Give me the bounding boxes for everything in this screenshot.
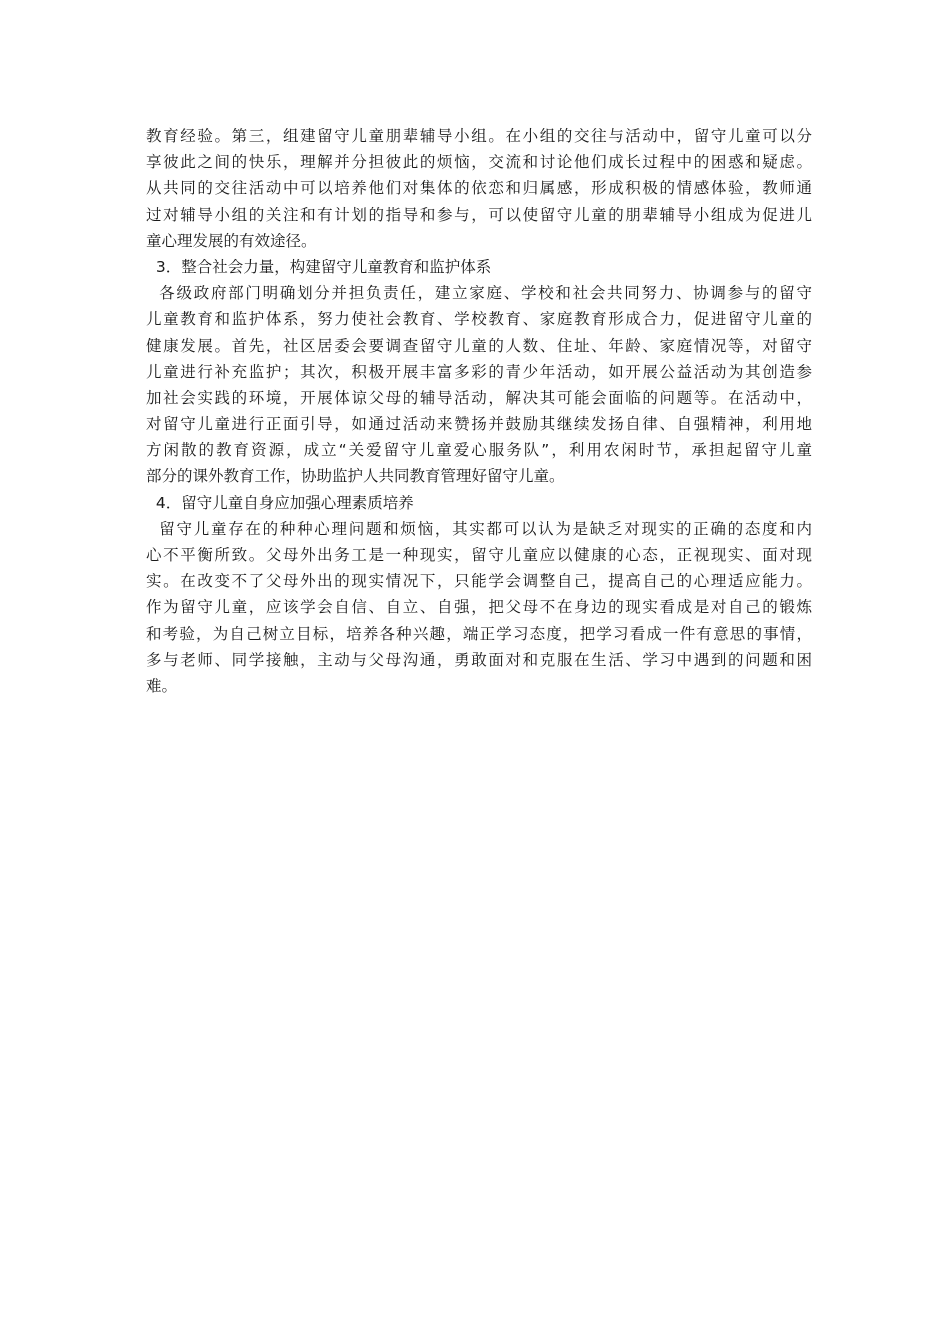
text-line: 过对辅导小组的关注和有计划的指导和参与，可以使留守儿童的朋辈辅导小组成为促进儿	[146, 205, 812, 224]
body-text	[146, 123, 812, 699]
text-line: 对留守儿童进行正面引导，如通过活动来赞扬并鼓励其继续发扬自律、自强精神，利用地	[146, 415, 812, 434]
text-line: 和考验，为自己树立目标，培养各种兴趣，端正学习态度，把学习看成一件有意思的事情，	[146, 624, 812, 643]
text-line: 各级政府部门明确划分并担负责任，建立家庭、学校和社会共同努力、协调参与的留守	[146, 284, 812, 303]
text-line: 心不平衡所致。父母外出务工是一种现实，留守儿童应以健康的心态，正视现实、面对现	[146, 546, 812, 564]
text-line: 加社会实践的环境，开展体谅父母的辅导活动，解决其可能会面临的问题等。在活动中，	[146, 388, 812, 407]
text-line: 多与老师、同学接触，主动与父母沟通，勇敢面对和克服在生活、学习中遇到的问题和困	[146, 650, 812, 669]
section-heading-3: 3．整合社会力量，构建留守儿童教育和监护体系	[146, 257, 492, 276]
text-line: 作为留守儿童，应该学会自信、自立、自强，把父母不在身边的现实看成是对自己的锻炼	[146, 598, 812, 617]
section-heading-4: 4．留守儿童自身应加强心理素质培养	[146, 493, 414, 512]
text-line: 儿童教育和监护体系，努力使社会教育、学校教育、家庭教育形成合力，促进留守儿童的	[146, 310, 812, 329]
text-line: 健康发展。首先，社区居委会要调查留守儿童的人数、住址、年龄、家庭情况等，对留守	[146, 336, 812, 355]
text-line: 享彼此之间的快乐，理解并分担彼此的烦恼，交流和讨论他们成长过程中的困惑和疑虑。	[146, 153, 812, 172]
text-line: 实。在改变不了父母外出的现实情况下，只能学会调整自己，提高自己的心理适应能力。	[146, 572, 812, 591]
text-line: 儿童进行补充监护；其次，积极开展丰富多彩的青少年活动，如开展公益活动为其创造参	[146, 362, 812, 381]
text-line: 从共同的交往活动中可以培养他们对集体的依恋和归属感，形成积极的情感体验，教师通	[146, 179, 812, 198]
text-line: 方闲散的教育资源，成立“关爱留守儿童爱心服务队”，利用农闲时节，承担起留守儿童	[146, 441, 812, 460]
text-line: 童心理发展的有效途径。	[146, 231, 317, 250]
text-line: 教育经验。第三，组建留守儿童朋辈辅导小组。在小组的交往与活动中，留守儿童可以分	[146, 127, 812, 145]
text-line: 部分的课外教育工作，协助监护人共同教育管理好留守儿童。	[146, 467, 565, 486]
text-line: 留守儿童存在的种种心理问题和烦恼，其实都可以认为是缺乏对现实的正确的态度和内	[146, 519, 812, 538]
text-line: 难。	[146, 676, 178, 695]
